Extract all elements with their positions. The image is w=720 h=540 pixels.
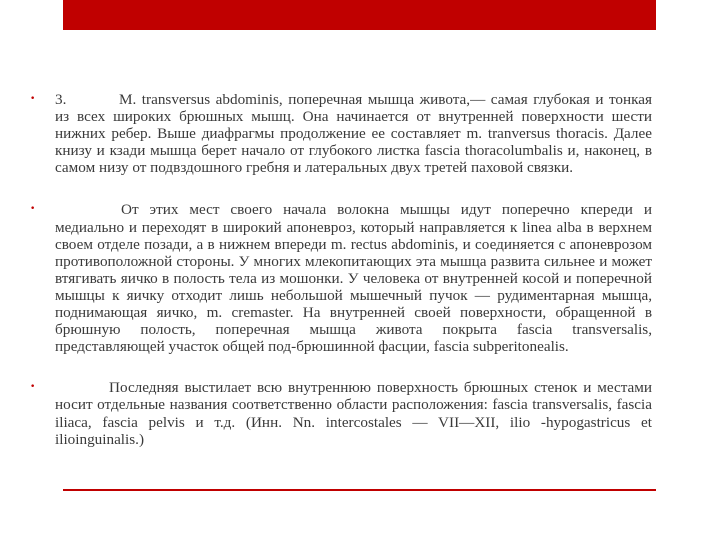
bottom-divider — [63, 489, 656, 491]
bullet-item — [30, 379, 652, 447]
bullet-item — [30, 201, 652, 355]
bullet-icon: • — [30, 382, 36, 393]
item-text: Последняя выстилает всю внутреннюю поверхность брюшных стенок и местами носит отдельные названия соответственно области расположения: fascia transversalis, fascia iliaca, fascia pelvis и т.д. (Инн. Nn. intercostales — VII—XII, ilio -hypogastricus et ilioinguinalis.) — [55, 379, 652, 448]
item-text: M. transversus abdominis, поперечная мышца живота,— самая глубокая и тонкая из всех широких брюшных мышц. Она начинается от внутренней поверхности шести нижних ребер. Выше диафрагмы продолжение ее составляет m. tranversus thoracis. Далее книзу и кзади мышца берет начало от глубокого листка fascia thoracolumbalis и, наконец, в самом низу от подвздошного гребня и латеральных двух третей паховой связки. — [55, 91, 652, 177]
title-bar — [63, 0, 656, 30]
bullet-icon: • — [30, 94, 36, 104]
bullet-icon: • — [30, 204, 36, 215]
item-text: От этих мест своего начала волокна мышцы идут поперечно кпереди и медиально и переходят в широкий апоневроз, который направляется к linea alba в верхнем своем отделе позади, а в нижнем впереди m. rectus abdominis, и соединяется с апоневрозом противоположной стороны. У многих млекопитающих эта мышца развита сильнее и может втягивать яичко в полость тела из мошонки. У человека от внутренней косой и поперечной мышцы к яичку отходит лишь небольшой мышечный пучок — рудиментарная мышца, поднимающая яичко, m. cremaster. На внутренней своей поверхности, обращенной в брюшную полость, поперечная мышца живота покрыта fascia transversalis, представляющей участок общей под-брюшинной фасции, fascia subperitonealis. — [55, 201, 652, 356]
bullet-item — [30, 91, 652, 176]
bullet-list — [30, 91, 652, 448]
item-number: 3. — [55, 91, 67, 108]
